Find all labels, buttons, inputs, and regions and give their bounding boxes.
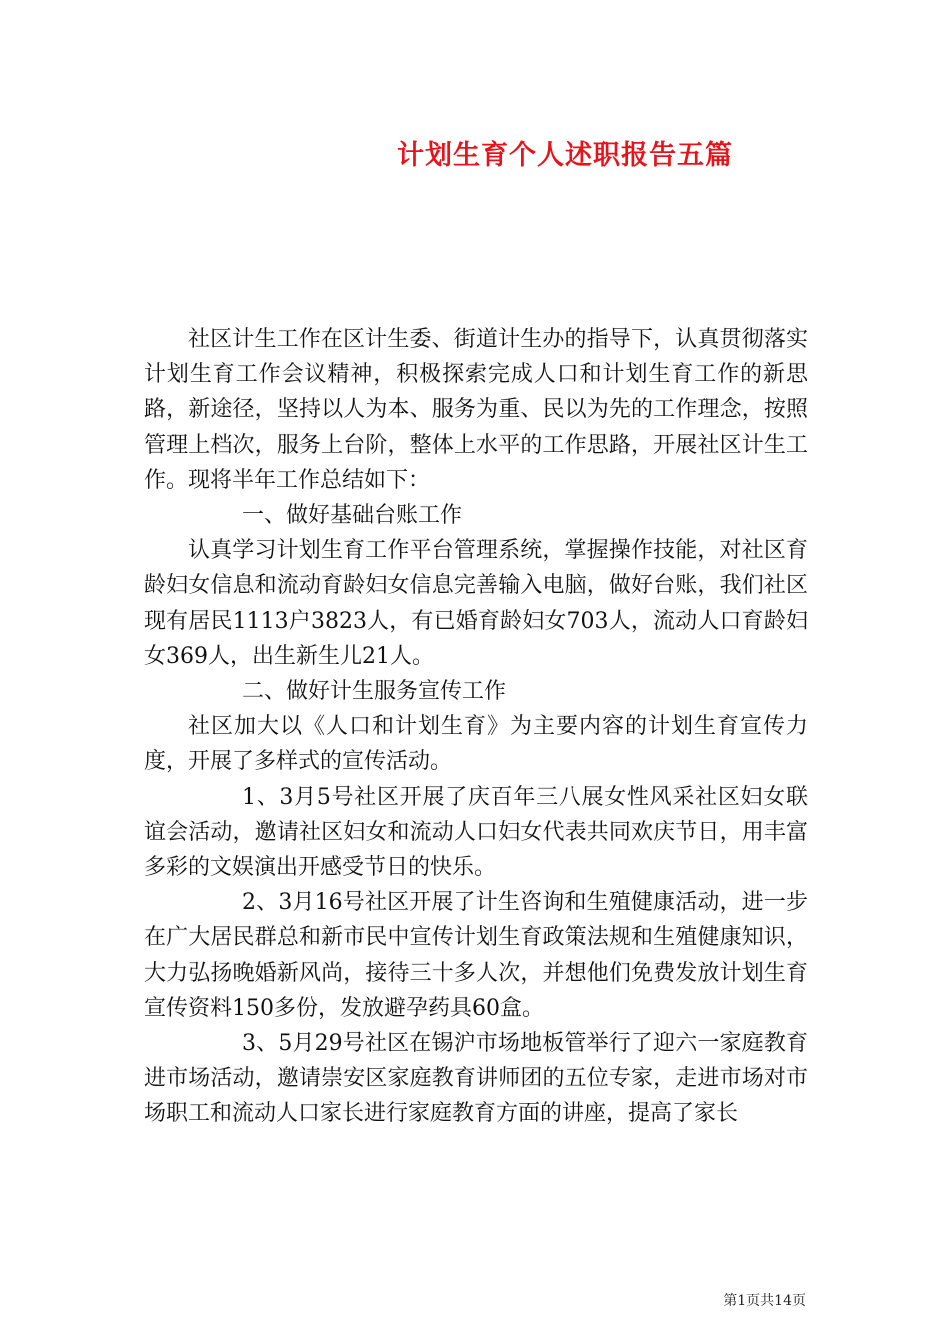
page-number-footer: 第1页共14页 [723,1293,806,1309]
paragraph-publicity: 社区加大以《人口和计划生育》为主要内容的计划生育宣传力度，开展了多样式的宣传活动。 [144,714,808,775]
section-heading-2: 二、做好计生服务宣传工作 [242,679,507,705]
paragraph-item-2: 2、3月16号社区开展了计生咨询和生殖健康活动，进一步在广大居民群总和新市民中宣传计划生育政策法规和生殖健康知识，大力弘扬晚婚新风尚，接待三十多人次，并想他们免费发放计划生育宣传资料150多份，发放避孕药具60盒。 [144,890,808,1021]
section-heading-1: 一、做好基础台账工作 [242,503,463,529]
paragraph-ledger: 认真学习计划生育工作平台管理系统，掌握操作技能，对社区育龄妇女信息和流动育龄妇女信息完善输入电脑，做好台账，我们社区现有居民1113户3823人，有已婚育龄妇女703人，流动人口育龄妇女369人，出生新生儿21人。 [144,538,808,669]
paragraph-intro: 社区计生工作在区计生委、街道计生办的指导下，认真贯彻落实计划生育工作会议精神，积极探索完成人口和计划生育工作的新思路，新途径，坚持以人为本、服务为重、民以为先的工作理念，按照管理上档次，服务上台阶，整体上水平的工作思路，开展社区计生工作。现将半年工作总结如下： [144,327,808,493]
paragraph-item-1: 1、3月5号社区开展了庆百年三八展女性风采社区妇女联谊会活动，邀请社区妇女和流动人口妇女代表共同欢庆节日，用丰富多彩的文娱演出开感受节日的快乐。 [144,784,808,881]
paragraph-item-3: 3、5月29号社区在锡沪市场地板管举行了迎六一家庭教育进市场活动，邀请崇安区家庭教育讲师团的五位专家，走进市场对市场职工和流动人口家长进行家庭教育方面的讲座，提高了家长 [144,1031,808,1127]
document-body [144,322,808,1132]
document-title: 计划生育个人述职报告五篇 [397,140,733,171]
